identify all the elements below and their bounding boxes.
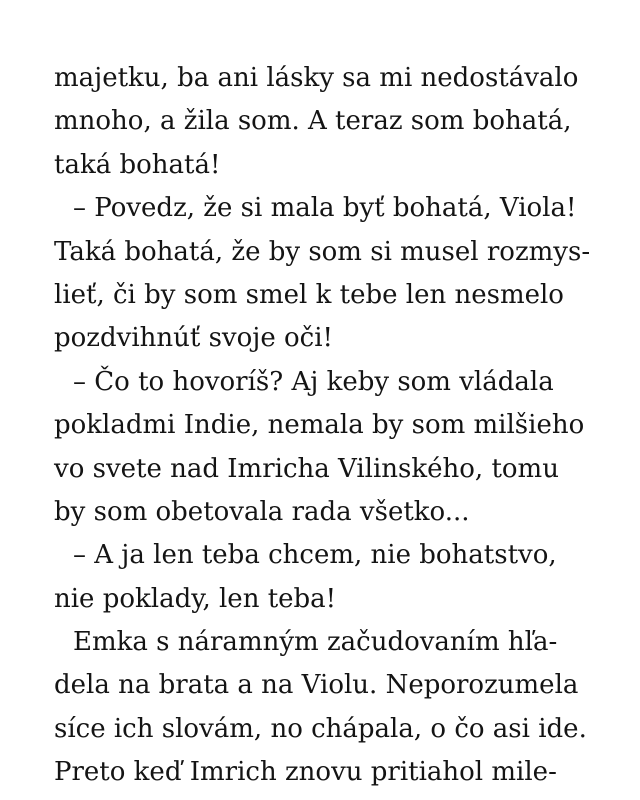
text-line: – Čo to hovoríš? Aj keby som vládala	[73, 366, 554, 397]
text-line: dela na brata a na Violu. Neporozumela	[54, 670, 579, 701]
text-line: mnoho, a žila som. A teraz som bohatá,	[54, 106, 572, 137]
text-line: pozdvihnúť svoje oči!	[54, 323, 333, 354]
text-line: – A ja len teba chcem, nie bohatstvo,	[73, 540, 557, 571]
text-line: – Povedz, že si mala byť bohatá, Viola!	[73, 193, 577, 224]
text-line: vo svete nad Imricha Vilinského, tomu	[54, 453, 559, 484]
page-text	[54, 57, 614, 795]
text-line: Emka s náramným začudovaním hľa-	[73, 627, 558, 658]
text-line: Taká bohatá, že by som si musel rozmys-	[54, 236, 591, 267]
text-line: pokladmi Indie, nemala by som milšieho	[54, 410, 585, 441]
text-line: Preto keď Imrich znovu pritiahol mile-	[54, 757, 557, 788]
text-line: majetku, ba ani lásky sa mi nedostávalo	[54, 63, 579, 93]
text-line: síce ich slovám, no chápala, o čo asi ide.	[54, 713, 587, 744]
text-line: taká bohatá!	[54, 149, 221, 180]
text-line: by som obetovala rada všetko...	[54, 496, 470, 527]
text-line: lieť, či by som smel k tebe len nesmelo	[54, 279, 564, 310]
text-line: nie poklady, len teba!	[54, 583, 337, 614]
